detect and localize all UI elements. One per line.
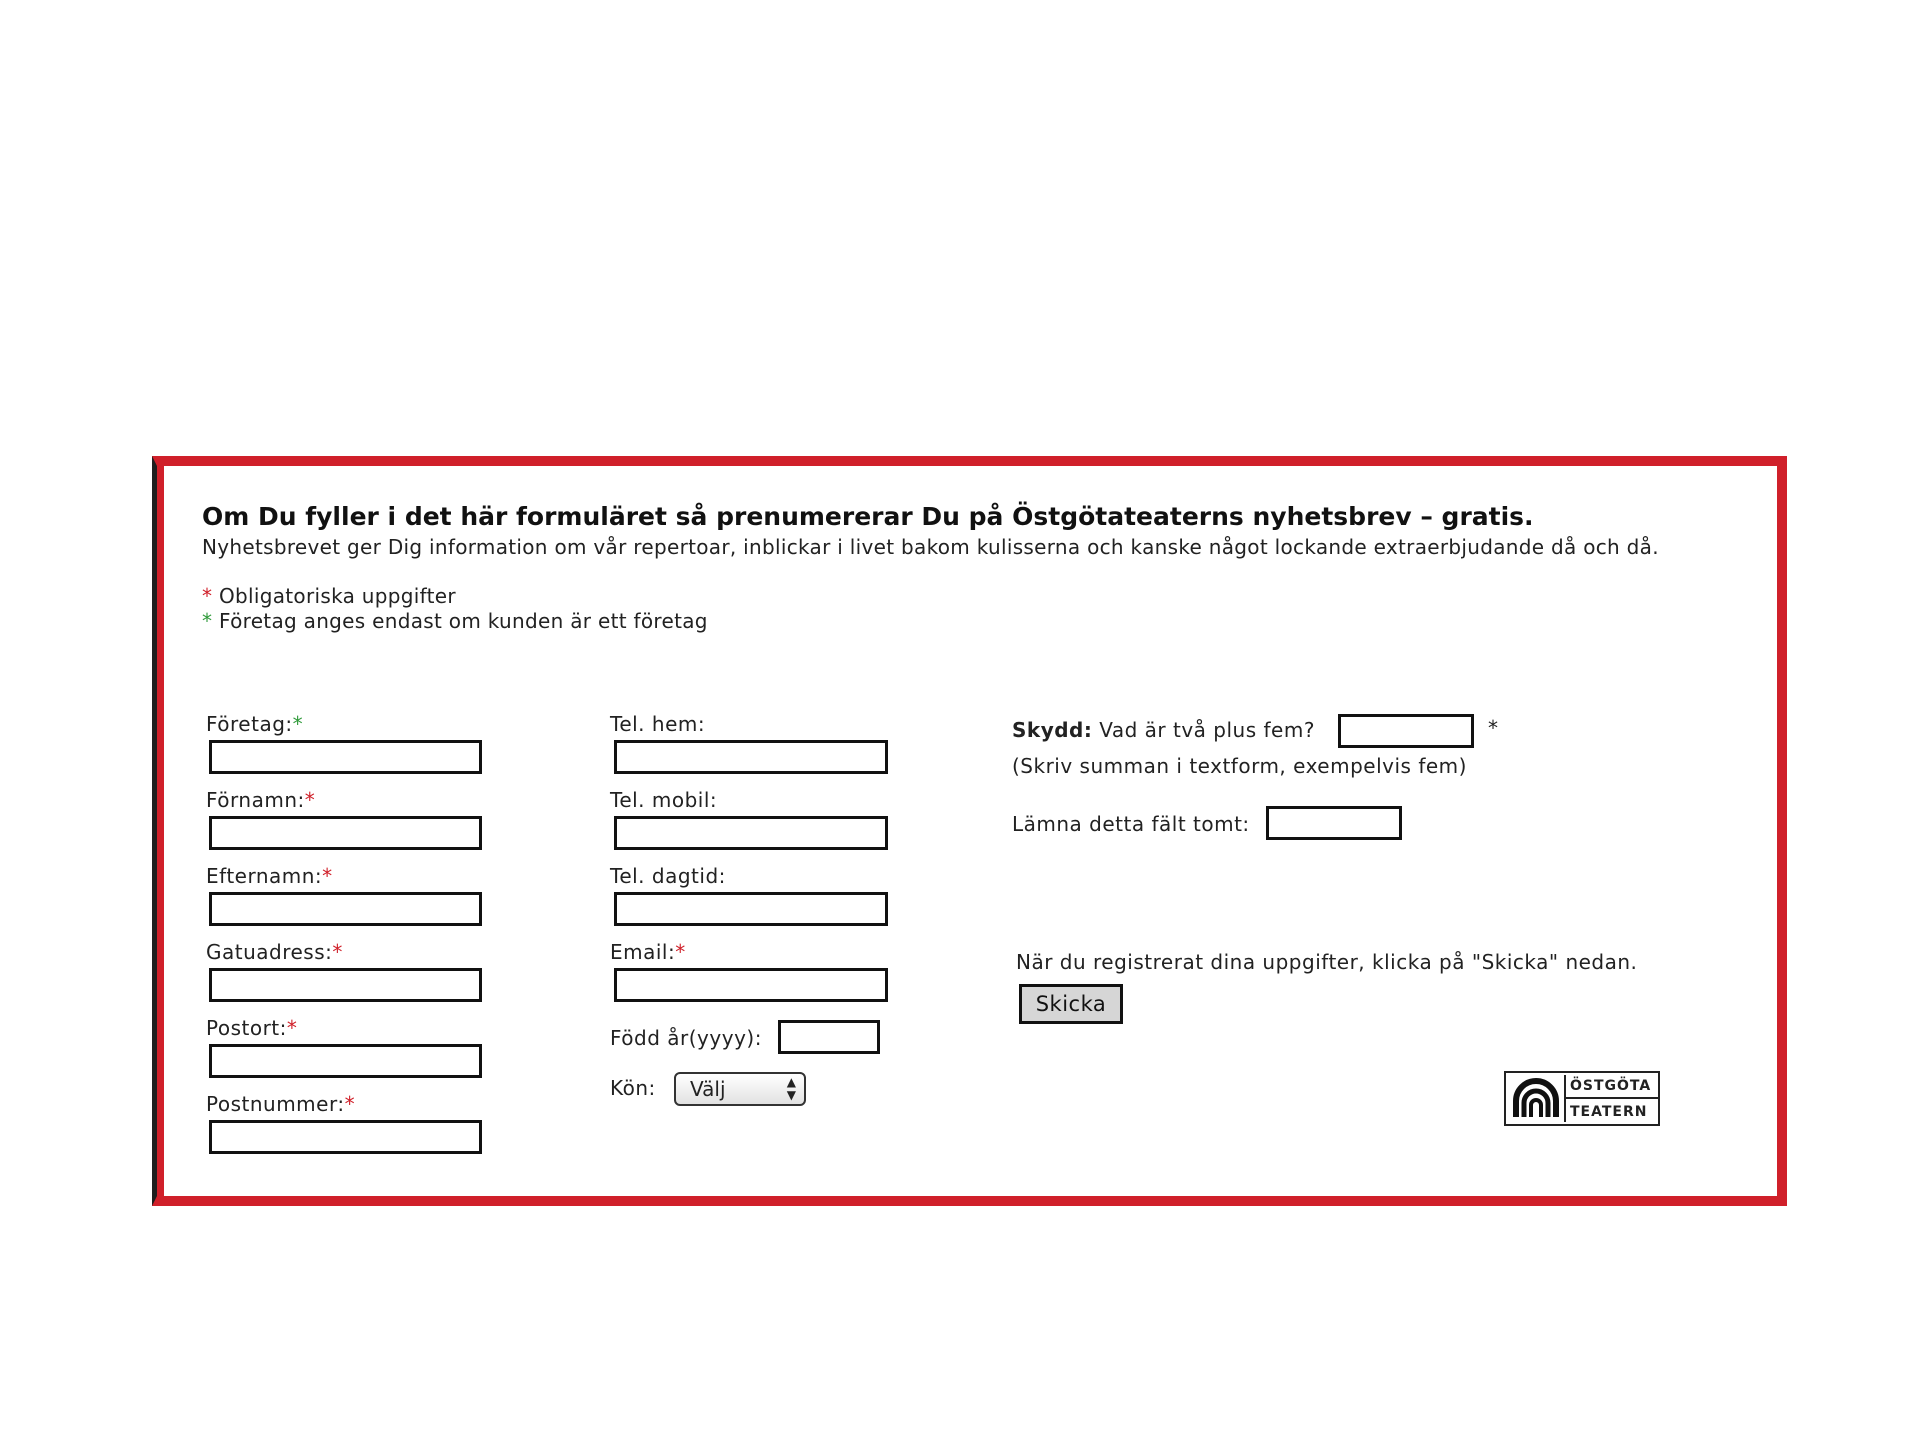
kon-select[interactable] [674, 1072, 806, 1106]
email-field[interactable] [614, 968, 888, 1002]
star-fornamn: * [304, 788, 316, 812]
skydd-question [1012, 718, 1315, 742]
tel-mobil-field[interactable] [614, 816, 888, 850]
label-email [610, 940, 686, 964]
tel-hem-field[interactable] [614, 740, 888, 774]
fodd-ar-field[interactable] [778, 1020, 880, 1054]
label-tel-hem: Tel. hem: [610, 712, 706, 736]
label-kon: Kön: [610, 1076, 656, 1100]
honeypot-field[interactable] [1266, 806, 1402, 840]
logo-line1: ÖSTGÖTA [1566, 1075, 1658, 1099]
updown-arrows-icon: ▲ ▼ [786, 1075, 796, 1102]
label-postort-text: Postort: [206, 1016, 287, 1040]
page-title: Om Du fyller i det här formuläret så prenumererar Du på Östgötateaterns nyhetsbrev – gratis. [202, 502, 1534, 531]
label-postnummer [206, 1092, 355, 1116]
legend-required-text: Obligatoriska uppgifter [218, 584, 456, 608]
label-fornamn [206, 788, 315, 812]
skydd-star: * [1488, 716, 1499, 740]
gatuadress-field[interactable] [209, 968, 482, 1002]
tel-dagtid-field[interactable] [614, 892, 888, 926]
skicka-button[interactable]: Skicka [1019, 984, 1123, 1024]
star-efternamn: * [322, 864, 333, 888]
theatre-arch-logo-icon [1508, 1075, 1566, 1122]
efternamn-field[interactable] [209, 892, 482, 926]
star-email: * [675, 940, 686, 964]
label-email-text: Email: [610, 940, 676, 964]
label-fodd-ar: Född år(yyyy): [610, 1026, 762, 1050]
logo-line2: TEATERN [1570, 1104, 1648, 1120]
skydd-question-text: Vad är två plus fem? [1099, 718, 1315, 742]
star-foretag: * [292, 712, 304, 736]
company-star: * [202, 609, 213, 633]
label-tel-dagtid: Tel. dagtid: [610, 864, 726, 888]
skydd-field[interactable] [1338, 714, 1474, 748]
label-efternamn-text: Efternamn: [206, 864, 323, 888]
label-tel-mobil: Tel. mobil: [610, 788, 718, 812]
skydd-hint: (Skriv summan i textform, exempelvis fem) [1012, 754, 1467, 778]
submit-hint: När du registrerat dina uppgifter, klicka på "Skicka" nedan. [1016, 950, 1638, 974]
intro-text: Nyhetsbrevet ger Dig information om vår repertoar, inblickar i livet bakom kulisserna och kanske något lockande extraerbjudande då och då. [202, 535, 1659, 559]
label-efternamn [206, 864, 333, 888]
label-postnummer-text: Postnummer: [206, 1092, 345, 1116]
label-honeypot: Lämna detta fält tomt: [1012, 812, 1250, 836]
star-postnummer: * [344, 1092, 356, 1116]
star-gatuadress: * [332, 940, 343, 964]
foretag-field[interactable] [209, 740, 482, 774]
ostgota-teatern-logo [1504, 1071, 1660, 1126]
kon-selected-value: Välj [690, 1077, 726, 1101]
label-gatuadress [206, 940, 343, 964]
label-postort [206, 1016, 297, 1040]
legend-company-text: Företag anges endast om kunden är ett företag [218, 609, 708, 633]
fornamn-field[interactable] [209, 816, 482, 850]
required-star: * [202, 584, 213, 608]
skydd-label: Skydd: [1012, 718, 1093, 742]
label-gatuadress-text: Gatuadress: [206, 940, 333, 964]
label-foretag-text: Företag: [206, 712, 293, 736]
label-fornamn-text: Förnamn: [206, 788, 305, 812]
postnummer-field[interactable] [209, 1120, 482, 1154]
label-foretag [206, 712, 303, 736]
legend-required [202, 584, 456, 608]
legend-company [202, 609, 708, 633]
star-postort: * [286, 1016, 298, 1040]
frame-left-accent [157, 456, 164, 1206]
postort-field[interactable] [209, 1044, 482, 1078]
